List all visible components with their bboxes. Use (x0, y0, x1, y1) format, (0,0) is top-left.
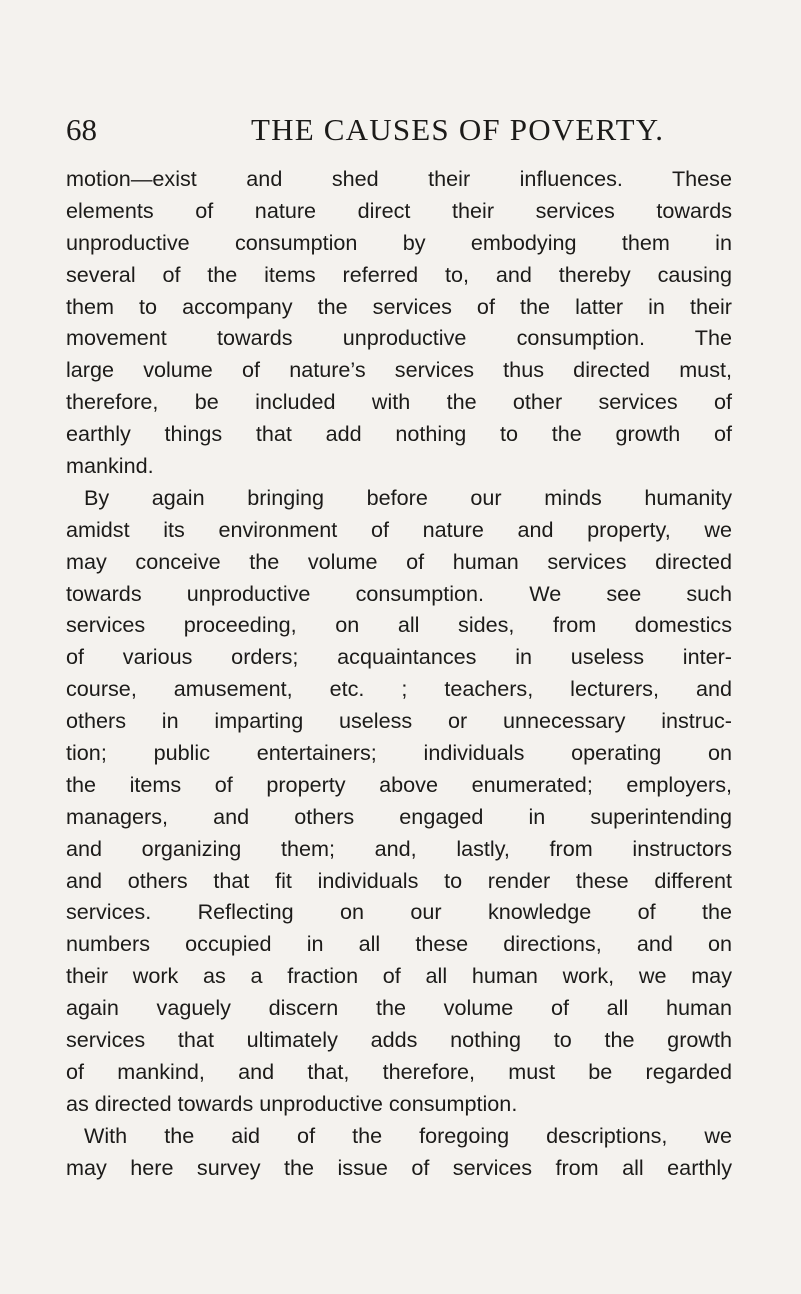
text-line: services proceeding, on all sides, from domestics (66, 612, 732, 638)
text-line: With the aid of the foregoing descriptions, we (84, 1122, 732, 1148)
text-line: elements of nature direct their services towards (66, 197, 732, 223)
page-header (66, 108, 731, 152)
page-number: 68 (66, 112, 97, 147)
text-line: amidst its environment of nature and property, we (66, 516, 732, 542)
text-line: others in imparting useless or unnecessary instruc- (66, 708, 732, 734)
text-line: again vaguely discern the volume of all human (66, 995, 732, 1021)
text-line: unproductive consumption by embodying them in (66, 229, 732, 255)
text-line: numbers occupied in all these directions, and on (66, 931, 732, 957)
text-line: managers, and others engaged in superintending (66, 803, 732, 829)
text-line: their work as a fraction of all human work, we may (66, 963, 732, 989)
text-line: By again bringing before our minds humanity (84, 484, 732, 510)
text-line: towards unproductive consumption. We see such (66, 580, 732, 606)
text-line: large volume of nature’s services thus directed must, (66, 357, 732, 383)
text-line: mankind. (66, 453, 154, 479)
text-line: therefore, be included with the other services of (66, 389, 732, 415)
body-text (66, 163, 732, 1184)
text-line: may here survey the issue of services from all earthly (66, 1154, 732, 1180)
text-line: services. Reflecting on our knowledge of the (66, 899, 732, 925)
text-line: of various orders; acquaintances in useless inter- (66, 644, 732, 670)
text-line: and organizing them; and, lastly, from instructors (66, 835, 732, 861)
text-line: the items of property above enumerated; employers, (66, 771, 732, 797)
text-line: motion—exist and shed their influences. These (66, 166, 732, 191)
text-line: may conceive the volume of human services directed (66, 548, 732, 574)
running-title: THE CAUSES OF POVERTY. (251, 112, 665, 147)
text-line: services that ultimately adds nothing to the growth (66, 1027, 732, 1053)
text-line: them to accompany the services of the latter in their (66, 293, 732, 319)
text-line: as directed towards unproductive consumption. (66, 1090, 518, 1116)
text-line: tion; public entertainers; individuals operating on (66, 740, 732, 766)
text-line: earthly things that add nothing to the growth of (66, 421, 732, 447)
text-line: and others that fit individuals to render these different (66, 867, 732, 893)
text-line: course, amusement, etc. ; teachers, lecturers, and (66, 676, 732, 702)
text-line: several of the items referred to, and thereby causing (66, 261, 732, 287)
text-line: of mankind, and that, therefore, must be regarded (66, 1058, 732, 1084)
text-line: movement towards unproductive consumption. The (66, 325, 732, 351)
